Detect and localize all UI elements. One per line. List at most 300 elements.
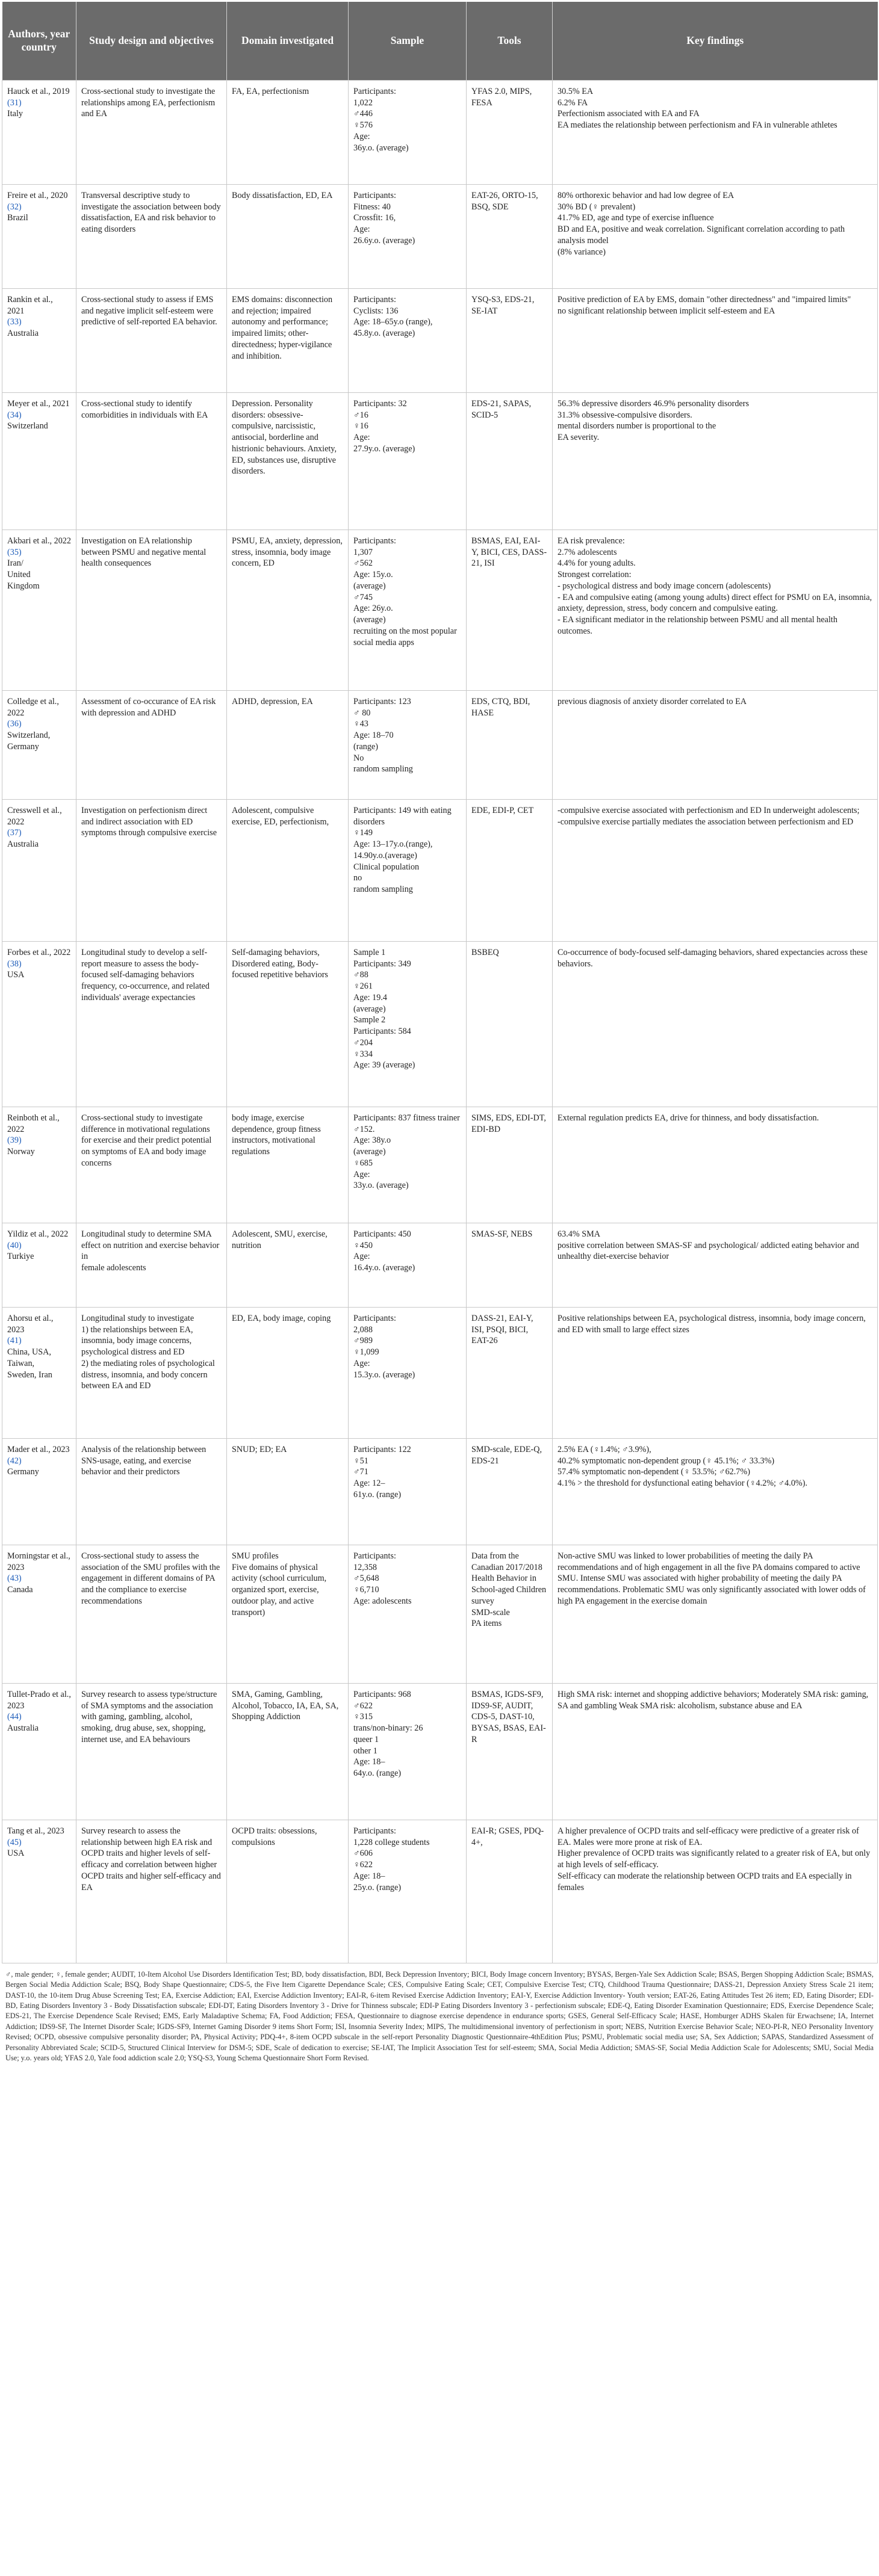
citation-link[interactable]: (34) [7, 410, 22, 420]
cell-key-findings-line: EA risk prevalence: [558, 536, 625, 546]
cell-sample-line: 33y.o. (average) [353, 1181, 409, 1191]
table-row [2, 1308, 878, 1439]
cell-sample-line: 2,088 [353, 1324, 373, 1335]
cell-tools [467, 1308, 553, 1439]
cell-sample-line: ♂5,648 [353, 1574, 379, 1584]
cell-key-findings-line: 30.5% EA [558, 87, 594, 96]
cell-tools-line: PA items [471, 1619, 502, 1629]
cell-sample-line: Fitness: 40 [353, 202, 391, 212]
cell-key-findings-line: Positive prediction of EA by EMS, domain "other directedness" and "impaired limits" [558, 295, 851, 304]
cell-domain [227, 289, 349, 393]
cell-domain [227, 1684, 349, 1820]
cell-key-findings-line: Co-occurrence of body-focused self-damaging behaviors, shared expectancies across these behaviors. [558, 948, 868, 969]
cell-key-findings-line: BD and EA, positive and weak correlation. Significant correlation according to path analysis model [558, 224, 845, 246]
cell-domain [227, 530, 349, 691]
cell-sample-line: ♀450 [353, 1240, 373, 1250]
header-key-findings: Key findings [553, 2, 878, 81]
cell-authors-line: Brazil [7, 213, 28, 223]
cell-tools-line: BSBEQ [471, 948, 499, 957]
table-row [2, 1439, 878, 1545]
cell-authors-line: Yildiz et al., 2022 [7, 1229, 69, 1239]
cell-sample-line: ♂204 [353, 1037, 373, 1048]
cell-domain [227, 1545, 349, 1684]
cell-sample-line: recruiting on the most popular social media apps [353, 626, 457, 647]
cell-key-findings-line: 63.4% SMA [558, 1229, 600, 1239]
cell-key-findings-line: High SMA risk: internet and shopping addictive behaviors; Moderately SMA risk: gaming, SA and gambling Weak SMA risk: alcoholism, substance abuse and EA [558, 1690, 869, 1711]
citation-link[interactable]: (38) [7, 959, 22, 969]
citation-link[interactable]: (41) [7, 1336, 22, 1346]
cell-sample-line: ♀685 [353, 1158, 373, 1168]
cell-sample-line: ♀43 [353, 719, 368, 729]
cell-sample-line: Sample 1 [353, 948, 386, 957]
cell-sample-line: ♂989 [353, 1336, 373, 1346]
cell-sample [349, 1684, 467, 1820]
cell-authors-line: USA [7, 970, 25, 980]
cell-key-findings-line: no significant relationship between implicit self-esteem and EA [558, 306, 775, 316]
cell-sample-line: (average) [353, 615, 386, 625]
cell-sample-line: Crossfit: 16, [353, 213, 396, 223]
cell-domain [227, 393, 349, 530]
cell-sample [349, 691, 467, 800]
cell-sample [349, 1820, 467, 1963]
table-row [2, 942, 878, 1107]
cell-authors-line: Sweden, Iran [7, 1370, 52, 1380]
cell-tools [467, 1439, 553, 1545]
citation-link[interactable]: (31) [7, 97, 22, 108]
table-row [2, 691, 878, 800]
cell-study-design [76, 942, 227, 1107]
cell-sample [349, 530, 467, 691]
cell-sample-line: Age: 18– [353, 1871, 385, 1881]
cell-tools [467, 942, 553, 1107]
citation-link[interactable]: (42) [7, 1456, 22, 1466]
cell-sample-line: 26.6y.o. (average) [353, 235, 415, 246]
cell-key-findings [553, 942, 878, 1107]
cell-domain-line: FA, EA, perfectionism [232, 87, 309, 96]
cell-sample-line: Age: 39 (average) [353, 1060, 415, 1070]
table-row [2, 81, 878, 185]
cell-tools [467, 1223, 553, 1308]
table-row [2, 1223, 878, 1308]
cell-key-findings-line: EA severity. [558, 433, 600, 443]
cell-sample [349, 1308, 467, 1439]
cell-sample-line: ♀1,099 [353, 1347, 379, 1357]
cell-sample-line: Age: 13–17y.o.(range), [353, 839, 433, 850]
cell-sample-line: Participants: 349 [353, 959, 411, 969]
cell-key-findings [553, 1545, 878, 1684]
cell-sample [349, 393, 467, 530]
cell-tools [467, 393, 553, 530]
cell-sample [349, 185, 467, 289]
cell-tools [467, 81, 553, 185]
cell-authors-line: Mader et al., 2023 [7, 1445, 70, 1454]
cell-sample-line: (average) [353, 1147, 386, 1157]
cell-domain-line: Body dissatisfaction, ED, EA [232, 191, 333, 200]
cell-key-findings [553, 800, 878, 942]
cell-study-design-line: Investigation on EA relationship between PSMU and negative mental health consequences [81, 536, 207, 569]
cell-sample-line: Age: 19.4 [353, 992, 387, 1002]
cell-tools-line: EDS-21, SAPAS, SCID-5 [471, 399, 532, 420]
cell-study-design-line: Survey research to assess type/structure of SMA symptoms and the association with gaming, gambling, alcohol, smoking, drug abuse, sex, shopping, internet use, and EA behaviours [81, 1690, 217, 1744]
abbreviations-footnote: ♂, male gender; ♀, female gender; AUDIT, 10-Item Alcohol Use Disorders Identification Test; BD, body dissatisfaction, BDI, Beck Depression Inventory; BICI, Body Image concern Inventory; BYSAS, Bergen-Yale Sex Addiction Scale; BSAS, Bergen Shopping Addiction Scale; BSMAS, Bergen Social Media Addiction Scale; BSQ, Body Shape Questionnaire; CDS-5, the Five Item Cigarette Dependance Scale; CES, Compulsive Eating Scale; CET, Compulsive Exercise Test; CTQ, Childhood Trauma Questionnaire; DASS-21, Depression Anxiety Stress Scale 21 item; DAST-10, the 10-item Drug Abuse Screening Test; EA, Exercise Addiction; EAI, Exercise Addiction Inventory; EAI-R, 6-item Revised Exercise Addiction Inventory; EAI-Y, Exercise Addiction Inventory- Youth version; EAT-26, Eating Attitudes Test 26 item; ED, Eating Disorder; EDI-BD, Eating Disorders Inventory 3 - Body Dissatisfaction subscale; EDI-DT, Eating Disorders Inventory 3 - Drive for Thinness subscale; EDI-P Eating Disorders Inventory 3 - perfectionism subscale; EDE-Q, Eating Disorder Examination Questionnaire; EDS, Exercise Dependence Scale; EDS-21, The Exercise Dependence Scale Revised; EMS, Early Maladaptive Schema; FA, Food Addiction; FESA, Questionnaire to diagnose exercise dependence in endurance sports; GSES, General Self-Efficacy Scale; HASE, Homburger ADHS Skalen für Erwachsene; IA, Internet Addiction; IDS9-SF, The Internet Disorder Scale; IGDS-SF9, Internet Gaming Disorder 9 items Short Form; ISI, Insomnia Severity Index; MIPS, The multidimensional inventory of perfectionism in sport; NEBS, Nutrition Exercise Behavior Scale; NEO-PI-R, NEO Personality Inventory Revised; OCPD, obsessive compulsive personality disorder; PA, Physical Activity; PDQ-4+, 8-item OCPD subscale in the self-report Personality Diagnostic Questionnaire-4thEdition Plus; PSMU, Problematic social media use; SA, Sex Addiction; SAPAS, Standardized Assessment of Personality Abbreviated Scale; SCID-5, Structured Clinical Interview for DSM-5; SDE, Scale of dedication to exercise; SE-IAT, The Implicit Association Test for self-esteem; SMA, Social Media Addiction; SMAS-SF, Social Media Addiction Scale for Adolescents; SMU, Social Media Use; y.o. years old; YFAS 2.0, Yale food addiction scale 2.0; YSQ-S3, Young Schema Questionnaire Short Form Revised. [5, 1970, 874, 2062]
cell-key-findings-line: - psychological distress and body image concern (adolescents) [558, 581, 771, 591]
cell-sample-line: Clinical population [353, 862, 420, 872]
cell-tools [467, 1820, 553, 1963]
header-domain: Domain investigated [227, 2, 349, 81]
cell-sample-line: 15.3y.o. (average) [353, 1370, 415, 1380]
cell-sample-line: ♂88 [353, 970, 368, 980]
cell-domain [227, 1223, 349, 1308]
cell-authors-line: Kingdom [7, 581, 40, 591]
header-tools: Tools [467, 2, 553, 81]
cell-study-design-line: Longitudinal study to develop a self-report measure to assess the body-focused self-damaging behaviors frequency, co-occurrence, and related individuals' average expectancies [81, 948, 210, 1002]
cell-sample-line: trans/non-binary: 26 [353, 1723, 423, 1734]
cell-authors-line: Switzerland, [7, 730, 51, 741]
cell-authors [2, 691, 76, 800]
cell-key-findings-line: 30% BD (♀ prevalent) [558, 202, 636, 212]
cell-sample [349, 1439, 467, 1545]
cell-key-findings-line: Higher prevalence of OCPD traits was significantly related to a greater risk of EA, but only at high levels of self-efficacy. [558, 1849, 871, 1870]
cell-sample-line: ♂16 [353, 410, 368, 420]
cell-sample [349, 1223, 467, 1308]
cell-sample-line: Participants: 32 [353, 399, 407, 409]
cell-authors-line: Hauck et al., 2019 [7, 87, 70, 96]
header-authors: Authors, year country [2, 2, 76, 81]
cell-domain [227, 81, 349, 185]
cell-tools-line: BSMAS, IGDS-SF9, IDS9-SF, AUDIT, CDS-5, DAST-10, BYSAS, BSAS, EAI-R [471, 1690, 546, 1744]
cell-authors [2, 1439, 76, 1545]
cell-tools [467, 1684, 553, 1820]
cell-key-findings-line: 31.3% obsessive-compulsive disorders. [558, 410, 692, 420]
cell-domain-line: Adolescent, compulsive exercise, ED, perfectionism, [232, 806, 329, 827]
cell-sample-line: ♀51 [353, 1456, 368, 1466]
cell-sample-line: Participants: 122 [353, 1445, 411, 1454]
cell-key-findings [553, 1820, 878, 1963]
cell-authors-line: Cresswell et al., 2022 [7, 806, 62, 827]
cell-tools-line: YFAS 2.0, MIPS, FESA [471, 87, 532, 108]
cell-key-findings-line: Non-active SMU was linked to lower probabilities of meeting the daily PA recommendations and of high engagement in all the five PA domains compared to active SMU. Intense SMU was associated with higher probability of meeting the daily PA recommendations. Problematic SMU was only significantly associated with lower odds of high PA engagement in the exercise domain [558, 1551, 866, 1606]
cell-sample [349, 942, 467, 1107]
cell-sample-line: Participants: [353, 87, 396, 96]
cell-key-findings-line: -compulsive exercise partially mediates the association between perfectionism and ED [558, 817, 854, 827]
cell-domain-line: SNUD; ED; EA [232, 1445, 287, 1454]
cell-authors [2, 393, 76, 530]
cell-authors-line: Norway [7, 1147, 35, 1157]
cell-authors [2, 800, 76, 942]
citation-link[interactable]: (35) [7, 547, 22, 557]
cell-sample-line: (range) [353, 741, 378, 752]
cell-authors-line: Switzerland [7, 421, 48, 431]
cell-tools-line: YSQ-S3, EDS-21, SE-IAT [471, 295, 535, 316]
cell-sample-line: Age: [353, 1252, 370, 1262]
cell-tools [467, 1545, 553, 1684]
table-row [2, 800, 878, 942]
cell-authors [2, 1545, 76, 1684]
cell-key-findings-line: EA mediates the relationship between perfectionism and FA in vulnerable athletes [558, 120, 837, 131]
cell-key-findings-line: Strongest correlation: [558, 570, 632, 580]
cell-sample-line: Participants: [353, 1314, 396, 1323]
cell-tools [467, 800, 553, 942]
table-row [2, 289, 878, 393]
citation-link[interactable]: (39) [7, 1135, 22, 1146]
cell-study-design-line: Longitudinal study to determine SMA effect on nutrition and exercise behavior in [81, 1229, 220, 1262]
cell-sample-line: ♀149 [353, 828, 373, 838]
cell-tools-line: DASS-21, EAI-Y, ISI, PSQI, BICI, EAT-26 [471, 1314, 533, 1346]
cell-study-design-line: Longitudinal study to investigate [81, 1314, 194, 1323]
cell-authors [2, 1684, 76, 1820]
cell-tools-line: Data from the Canadian 2017/2018 Health Behavior in School-aged Children survey [471, 1551, 547, 1606]
cell-key-findings-line: 4.1% > the threshold for dysfunctional eating behavior (♀4.2%; ♂4.0%). [558, 1478, 808, 1489]
cell-study-design [76, 1820, 227, 1963]
cell-study-design-line: Investigation on perfectionism direct and indirect association with ED symptoms through compulsive exercise [81, 806, 217, 838]
table-row [2, 1545, 878, 1684]
cell-domain [227, 1107, 349, 1223]
cell-study-design-line: Cross-sectional study to identify comorbidities in individuals with EA [81, 399, 208, 420]
cell-authors-line: USA [7, 1849, 25, 1859]
cell-sample-line: Age: 18–65y.o (range), [353, 317, 433, 327]
cell-authors [2, 942, 76, 1107]
cell-study-design-line: Survey research to assess the relationship between high EA risk and OCPD traits and higher levels of self-efficacy and correlation between higher OCPD traits and higher self-efficacy and EA [81, 1826, 221, 1892]
cell-study-design-line: Transversal descriptive study to investigate the association between body dissatisfaction, EA and risk behavior to eating disorders [81, 191, 221, 235]
cell-sample-line: queer 1 [353, 1734, 379, 1744]
cell-domain [227, 942, 349, 1107]
cell-sample-line: Participants: 584 [353, 1027, 411, 1037]
cell-tools-line: EDE, EDI-P, CET [471, 806, 534, 815]
cell-study-design-line: Cross-sectional study to assess if EMS and negative implicit self-esteem were predictive of self-reported EA behavior. [81, 295, 217, 327]
cell-authors-line: Australia [7, 1723, 39, 1734]
cell-tools [467, 289, 553, 393]
cell-study-design-line: 1) the relationships between EA, insomnia, body image concerns, psychological distress and ED [81, 1324, 193, 1357]
cell-key-findings [553, 81, 878, 185]
cell-key-findings [553, 289, 878, 393]
cell-sample-line: random sampling [353, 885, 413, 895]
cell-key-findings [553, 393, 878, 530]
cell-domain-line: Depression. Personality disorders: obsessive-compulsive, narcissistic, antisocial, borderline and histrionic behaviours. Anxiety, ED, substances use, disruptive disorders. [232, 399, 337, 477]
cell-study-design [76, 81, 227, 185]
cell-sample-line: 1,022 [353, 97, 373, 108]
cell-key-findings-line: mental disorders number is proportional to the [558, 421, 716, 431]
cell-study-design-line: Cross-sectional study to assess the association of the SMU profiles with the engagement in different domains of PA and the compliance to exercise recommendations [81, 1551, 220, 1606]
cell-key-findings-line: A higher prevalence of OCPD traits and self-efficacy were predictive of a greater risk of EA. Males were more prone at risk of EA. [558, 1826, 859, 1847]
cell-key-findings [553, 185, 878, 289]
cell-sample-line: ♀622 [353, 1860, 373, 1870]
cell-study-design-line: 2) the mediating roles of psychological distress, insomnia, and body concern between EA and ED [81, 1358, 215, 1391]
citation-link[interactable]: (43) [7, 1574, 22, 1584]
cell-key-findings [553, 1439, 878, 1545]
cell-sample-line: Age: [353, 433, 370, 443]
cell-authors-line: Colledge et al., 2022 [7, 697, 59, 718]
citation-link[interactable]: (37) [7, 828, 22, 838]
cell-key-findings-line: previous diagnosis of anxiety disorder correlated to EA [558, 697, 747, 706]
cell-sample-line: ♀6,710 [353, 1585, 379, 1595]
cell-authors-line: Tang et al., 2023 [7, 1826, 64, 1836]
cell-key-findings-line: 2.7% adolescents [558, 547, 617, 557]
citation-link[interactable]: (36) [7, 719, 22, 729]
cell-sample-line: Age: 18– [353, 1757, 385, 1767]
table-row [2, 185, 878, 289]
cell-sample-line: 36y.o. (average) [353, 143, 409, 153]
cell-authors-line: Australia [7, 839, 39, 850]
cell-study-design [76, 530, 227, 691]
citation-link[interactable]: (44) [7, 1712, 22, 1722]
cell-key-findings-line: - EA significant mediator in the relationship between PSMU and all mental health outcomes. [558, 615, 837, 636]
cell-tools [467, 1107, 553, 1223]
cell-key-findings [553, 1107, 878, 1223]
header-row [2, 2, 878, 81]
cell-sample-line: no [353, 873, 362, 883]
cell-study-design [76, 691, 227, 800]
cell-tools [467, 530, 553, 691]
cell-sample-line: ♂622 [353, 1700, 373, 1711]
cell-authors-line: Italy [7, 109, 23, 119]
cell-sample-line: ♂606 [353, 1849, 373, 1859]
cell-authors-line: Tullet-Prado et al., 2023 [7, 1690, 71, 1711]
cell-sample-line: 1,307 [353, 547, 373, 557]
cell-study-design-line: Cross-sectional study to investigate the relationships among EA, perfectionism and EA [81, 87, 216, 119]
cell-tools-line: BSMAS, EAI, EAI-Y, BICI, CES, DASS-21, ISI [471, 536, 547, 569]
cell-authors-line: Rankin et al., 2021 [7, 295, 53, 316]
cell-sample-line: Participants: 123 [353, 697, 411, 706]
cell-study-design [76, 1439, 227, 1545]
cell-sample-line: 64y.o. (range) [353, 1768, 402, 1779]
studies-table [2, 2, 878, 1963]
citation-link[interactable]: (45) [7, 1837, 22, 1847]
cell-key-findings-line: 41.7% ED, age and type of exercise influence [558, 213, 714, 223]
cell-key-findings-line: Positive relationships between EA, psychological distress, insomnia, body image concern, and ED with small to large effect sizes [558, 1314, 866, 1335]
cell-tools-line: EAI-R; GSES, PDQ-4+, [471, 1826, 544, 1847]
cell-authors-line: Akbari et al., 2022 [7, 536, 71, 546]
cell-authors [2, 1308, 76, 1439]
cell-sample-line: Participants: [353, 191, 396, 200]
cell-study-design [76, 1107, 227, 1223]
cell-sample-line: Age: [353, 1169, 370, 1179]
cell-sample-line: Age: 18–70 [353, 730, 394, 741]
cell-domain-line: Five domains of physical activity (school curriculum, organized sport, exercise, outdoor play, and active transport) [232, 1562, 327, 1617]
cell-key-findings-line: 6.2% FA [558, 97, 588, 108]
cell-key-findings-line: 4.4% for young adults. [558, 558, 636, 569]
cell-sample-line: Age: [353, 224, 370, 235]
cell-tools-line: SMD-scale, EDE-Q, EDS-21 [471, 1445, 542, 1466]
cell-key-findings-line: 56.3% depressive disorders 46.9% personality disorders [558, 399, 749, 409]
cell-sample-line: (average) [353, 581, 386, 591]
studies-table-container [2, 2, 877, 2063]
cell-authors [2, 1107, 76, 1223]
cell-study-design [76, 800, 227, 942]
cell-authors-line: Taiwan, [7, 1358, 35, 1368]
cell-authors-line: Ahorsu et al., 2023 [7, 1314, 54, 1335]
cell-sample-line: ♂745 [353, 592, 373, 602]
cell-domain [227, 691, 349, 800]
cell-sample-line: 14.90y.o.(average) [353, 850, 417, 860]
cell-key-findings-line: External regulation predicts EA, drive for thinness, and body dissatisfaction. [558, 1113, 819, 1123]
table-row [2, 530, 878, 691]
cell-study-design-line: Cross-sectional study to investigate difference in motivational regulations for exercise and their predict potential on symptoms of EA and body image concerns [81, 1113, 212, 1168]
cell-sample-line: Participants: [353, 295, 396, 304]
cell-key-findings-line: 2.5% EA (♀1.4%; ♂3.9%), [558, 1445, 651, 1454]
cell-authors-line: Canada [7, 1585, 33, 1595]
cell-sample-line: ♀16 [353, 421, 368, 431]
cell-sample-line: Age: [353, 1358, 370, 1368]
cell-key-findings-line: 57.4% symptomatic non-dependent (♀ 53.5%; ♂62.7%) [558, 1467, 750, 1477]
cell-study-design [76, 1684, 227, 1820]
cell-sample-line: ♂152. [353, 1124, 375, 1134]
cell-sample [349, 81, 467, 185]
cell-sample-line: ♀261 [353, 981, 373, 992]
cell-key-findings-line: -compulsive exercise associated with perfectionism and ED In underweight adolescents; [558, 806, 860, 815]
cell-authors [2, 289, 76, 393]
cell-sample-line: Age: 12– [353, 1478, 385, 1489]
cell-domain [227, 185, 349, 289]
cell-tools-line: SMD-scale [471, 1607, 510, 1617]
cell-domain-line: ED, EA, body image, coping [232, 1314, 331, 1323]
cell-key-findings [553, 1308, 878, 1439]
cell-sample [349, 289, 467, 393]
cell-sample-line: ♂ 80 [353, 708, 371, 718]
cell-sample-line: Participants: 149 with eating disorders [353, 806, 452, 827]
cell-domain-line: EMS domains: disconnection and rejection; impaired autonomy and performance; impaired limits; other-directedness; hyper-vigilance and inhibition. [232, 295, 333, 361]
citation-link[interactable]: (40) [7, 1240, 22, 1250]
cell-authors-line: Freire et al., 2020 [7, 191, 68, 200]
cell-authors [2, 1223, 76, 1308]
table-body [2, 81, 878, 1963]
cell-study-design [76, 393, 227, 530]
cell-sample-line: Age: adolescents [353, 1596, 412, 1606]
cell-authors-line: Turkiye [7, 1252, 34, 1262]
cell-sample-line: 12,358 [353, 1562, 377, 1572]
cell-sample-line: Age: 26y.o. [353, 604, 393, 614]
cell-tools [467, 691, 553, 800]
cell-domain [227, 1820, 349, 1963]
cell-key-findings-line: Self-efficacy can moderate the relationship between OCPD traits and EA especially in females [558, 1871, 852, 1892]
cell-study-design [76, 1223, 227, 1308]
table-row [2, 1820, 878, 1963]
cell-sample-line: ♂71 [353, 1467, 368, 1477]
cell-study-design [76, 185, 227, 289]
cell-tools-line: SIMS, EDS, EDI-DT, EDI-BD [471, 1113, 546, 1134]
cell-domain-line: body image, exercise dependence, group fitness instructors, motivational regulations [232, 1113, 321, 1157]
cell-sample-line: ♀334 [353, 1049, 373, 1059]
cell-tools-line: SMAS-SF, NEBS [471, 1229, 533, 1239]
cell-sample-line: Age: 15y.o. [353, 570, 393, 580]
header-sample: Sample [349, 2, 467, 81]
cell-study-design [76, 1545, 227, 1684]
citation-link[interactable]: (33) [7, 317, 22, 327]
cell-authors-line: United [7, 570, 31, 580]
cell-study-design-line: Analysis of the relationship between SNS-usage, eating, and exercise behavior and their predictors [81, 1445, 207, 1477]
cell-sample-line: random sampling [353, 764, 413, 774]
citation-link[interactable]: (32) [7, 202, 22, 212]
cell-key-findings [553, 1223, 878, 1308]
cell-key-findings-line: Perfectionism associated with EA and FA [558, 109, 700, 119]
cell-domain [227, 1439, 349, 1545]
cell-domain-line: SMU profiles [232, 1551, 279, 1561]
cell-sample-line: 27.9y.o. (average) [353, 443, 415, 454]
cell-domain [227, 1308, 349, 1439]
table-row [2, 1107, 878, 1223]
table-row [2, 1684, 878, 1820]
cell-key-findings-line: (8% variance) [558, 247, 606, 257]
cell-domain-line: Adolescent, SMU, exercise, nutrition [232, 1229, 328, 1250]
cell-key-findings [553, 691, 878, 800]
cell-authors-line: Reinboth et al., 2022 [7, 1113, 60, 1134]
cell-sample-line: 25y.o. (range) [353, 1882, 402, 1892]
cell-sample-line: No [353, 753, 364, 763]
cell-domain [227, 800, 349, 942]
cell-study-design-line: Assessment of co-occurance of EA risk with depression and ADHD [81, 697, 216, 718]
header-study-design: Study design and objectives [76, 2, 227, 81]
cell-sample-line: 61y.o. (range) [353, 1489, 402, 1500]
cell-sample-line: Age: [353, 131, 370, 141]
